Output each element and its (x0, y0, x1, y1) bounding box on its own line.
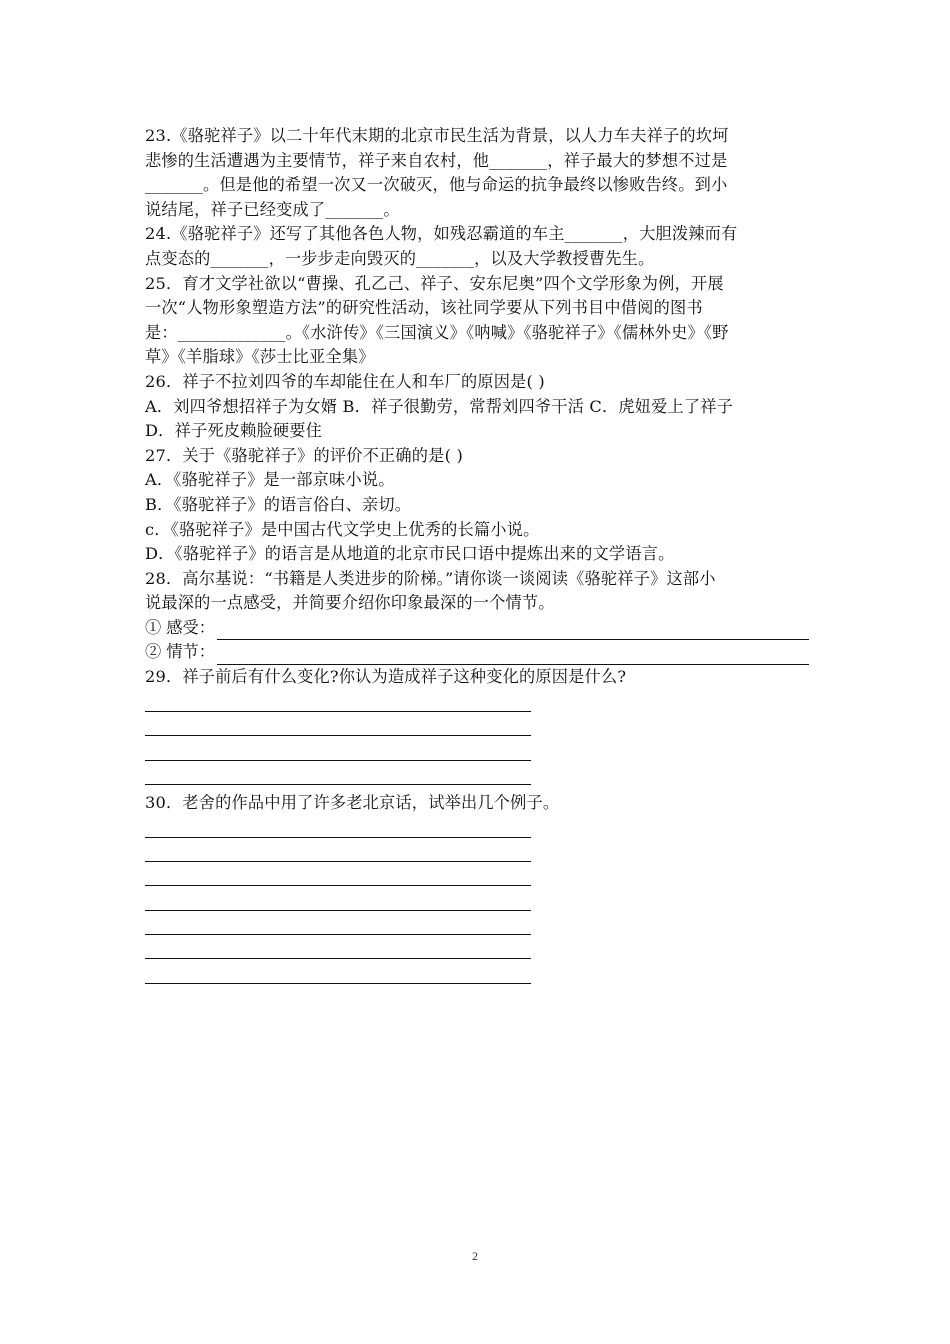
text-line: 草》《羊脂球》《莎士比亚全集》 (145, 347, 375, 367)
q29-question: 29．祥子前后有什么变化?你认为造成祥子这种变化的原因是什么? (145, 667, 627, 687)
text-line: 27．关于《骆驼祥子》的评价不正确的是( ) (145, 445, 463, 465)
q28-plot-answer-line[interactable] (217, 646, 809, 665)
answer-line[interactable] (145, 959, 531, 983)
text-line: _______。但是他的希望一次又一次破灭，他与命运的抗争最终以惨败告终。到小 (145, 175, 728, 195)
q28-feeling-label: ① 感受： (145, 617, 215, 637)
q28-feeling-answer-line[interactable] (217, 621, 809, 640)
answer-line[interactable] (145, 712, 531, 736)
text-line: 点变态的_______，一步步走向毁灭的_______，以及大学教授曹先生。 (145, 248, 655, 268)
answer-line[interactable] (145, 736, 531, 760)
exam-page (145, 124, 809, 984)
text-line: D．祥子死皮赖脸硬要住 (145, 421, 323, 441)
q30-question: 30．老舍的作品中用了许多老北京话，试举出几个例子。 (145, 792, 560, 812)
text-line: D．《骆驼祥子》的语言是从地道的北京市民口语中提炼出来的文学语言。 (145, 544, 675, 564)
question-text-block (145, 124, 809, 616)
text-line: 说结尾，祥子已经变成了_______。 (145, 199, 400, 219)
text-line: 25．育才文学社欲以“曹操、孔乙己、祥子、安东尼奥”四个文学形象为例，开展 (145, 273, 724, 293)
text-line: 26．祥子不拉刘四爷的车却能住在人和车厂的原因是( ) (145, 371, 545, 391)
q29-answer-lines (145, 688, 809, 785)
page-number: 2 (472, 1249, 478, 1263)
answer-line[interactable] (145, 761, 531, 785)
answer-line[interactable] (145, 935, 531, 959)
text-line: 28．高尔基说：“书籍是人类进步的阶梯。”请你谈一谈阅读《骆驼祥子》这部小 (145, 568, 716, 588)
q28-feeling-row (145, 616, 809, 641)
text-line: 悲惨的生活遭遇为主要情节，祥子来自农村，他_______，祥子最大的梦想不过是 (145, 150, 728, 170)
q30-answer-lines (145, 813, 809, 983)
q28-plot-row (145, 640, 809, 665)
answer-line[interactable] (145, 886, 531, 910)
text-line: B．《骆驼祥子》的语言俗白、亲切。 (145, 494, 412, 514)
text-line: A．《骆驼祥子》是一部京味小说。 (145, 470, 395, 490)
text-line: 24.《骆驼祥子》还写了其他各色人物，如残忍霸道的车主_______，大胆泼辣而有 (145, 224, 738, 244)
q28-plot-label: ② 情节： (145, 642, 215, 662)
answer-line[interactable] (145, 688, 531, 712)
text-line: A．刘四爷想招祥子为女婿 B．祥子很勤劳，常帮刘四爷干活 C．虎妞爱上了祥子 (145, 396, 734, 416)
text-line: 说最深的一点感受，并简要介绍你印象最深的一个情节。 (145, 593, 555, 613)
text-line: 23.《骆驼祥子》以二十年代末期的北京市民生活为背景，以人力车夫祥子的坎坷 (145, 126, 729, 145)
answer-line[interactable] (145, 838, 531, 862)
text-line: 是：_____________。《水浒传》《三国演义》《呐喊》《骆驼祥子》《儒林外史》《野 (145, 322, 729, 342)
answer-line[interactable] (145, 813, 531, 837)
text-line: c．《骆驼祥子》是中国古代文学史上优秀的长篇小说。 (145, 519, 540, 539)
answer-line[interactable] (145, 862, 531, 886)
answer-line[interactable] (145, 911, 531, 935)
text-line: 一次“人物形象塑造方法”的研究性活动，该社同学要从下列书目中借阅的图书 (145, 298, 703, 318)
